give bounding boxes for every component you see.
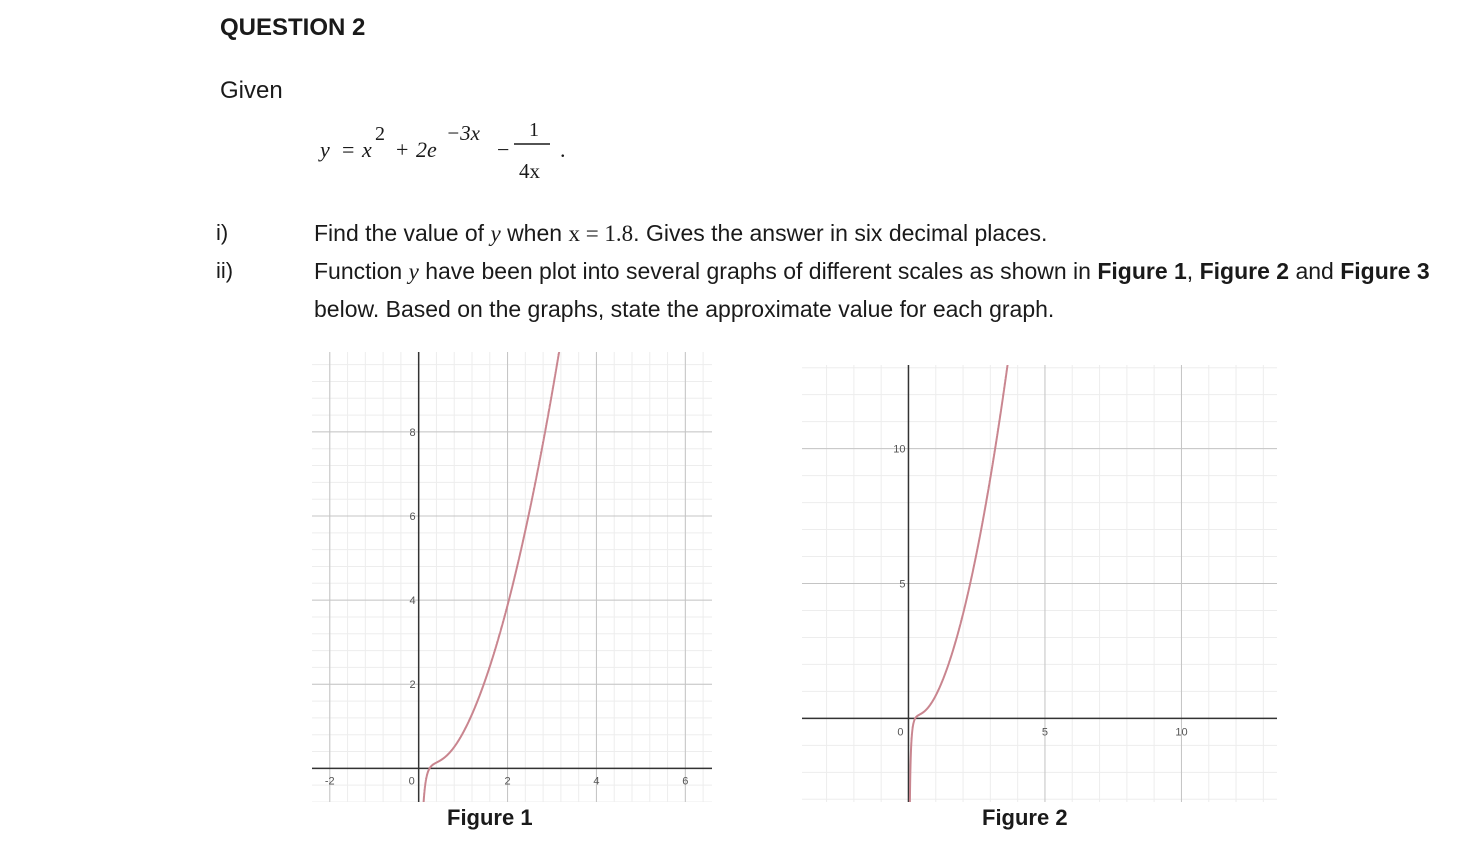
item-2-fig1-ref: Figure 1 [1097,258,1187,284]
eq-frac-num: 1 [529,119,539,141]
eq-frac-den: 4x [519,159,540,183]
question-heading: QUESTION 2 [220,14,366,41]
figure-2-caption: Figure 2 [982,805,1068,830]
x-tick-label: 5 [1041,726,1049,739]
y-tick-label: 4 [409,595,416,608]
item-1-text [314,220,1047,247]
item-1-var-y: y [490,221,501,246]
figure-2-graph [802,365,1277,802]
eq-x: x [362,137,372,162]
eq-equals: = [342,137,355,162]
item-2-t1: Function [314,258,403,284]
item-2-t2: have been plot into several graphs of different scales as shown in [425,258,1091,284]
x-tick-label: 0 [408,775,415,788]
y-tick-label: 6 [409,511,416,524]
x-tick-label: 0 [897,726,904,739]
x-tick-label: 4 [593,775,600,788]
given-label: Given [220,77,283,104]
y-tick-label: 10 [893,443,906,456]
item-1-t3: . Gives the answer in six decimal places. [633,220,1048,246]
eq-minus: − [497,137,510,162]
item-2-and: and [1295,258,1334,284]
eq-coef: 2e [416,137,437,162]
figure-1-caption: Figure 1 [447,805,533,830]
x-tick-label: -2 [324,775,335,788]
item-2-label: ii) [216,258,234,283]
item-1-t2: when [507,220,563,246]
eq-period: . [560,137,566,162]
equation [310,110,610,190]
item-1-t1: Find the value of [314,220,485,246]
item-2-text [314,258,1430,285]
y-tick-label: 5 [899,578,906,591]
item-2-line2: below. Based on the graphs, state the approximate value for each graph. [314,296,1055,322]
item-2-fig2-ref: Figure 2 [1199,258,1290,284]
y-tick-label: 8 [409,426,416,439]
eq-plus: + [396,137,409,162]
item-1-expr: x = 1.8 [568,221,634,246]
eq-e-exponent: −3x [446,121,480,145]
x-tick-label: 10 [1175,726,1188,739]
item-2-comma: , [1186,258,1194,284]
y-tick-label: 2 [409,679,416,692]
item-1-label: i) [216,220,229,245]
eq-x-exponent: 2 [375,123,385,145]
item-2-fig3-ref: Figure 3 [1340,258,1430,284]
x-tick-label: 6 [682,775,689,788]
eq-lhs: y [320,137,330,162]
figure-1-graph [312,352,712,802]
x-tick-label: 2 [504,775,511,788]
item-2-var-y: y [408,259,419,284]
